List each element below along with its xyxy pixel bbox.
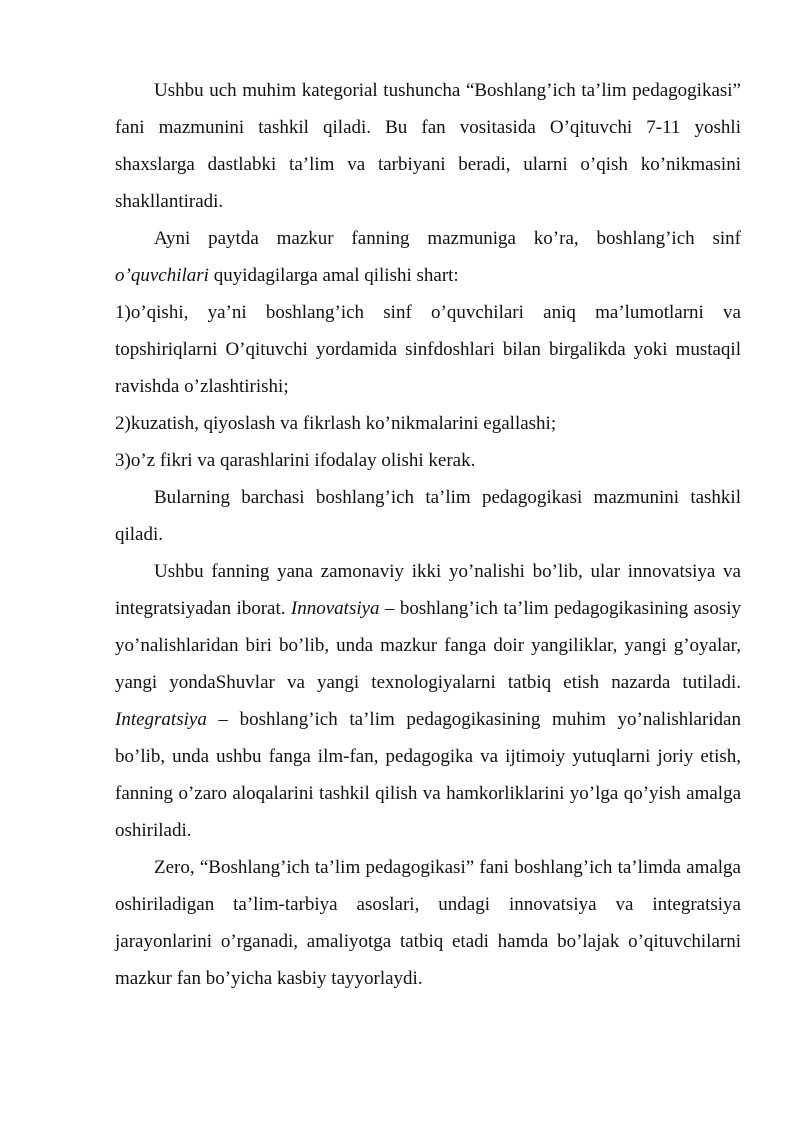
paragraph-summary: Bularning barchasi boshlang’ich ta’lim pedagogikasi mazmunini tashkil qiladi. — [115, 487, 741, 545]
paragraph-requirements — [115, 220, 741, 294]
paragraph-directions-part2: – boshlang’ich ta’lim pedagogikasining asosiy yo’nalishlaridan biri bo’lib, unda mazkur fanga doir yangiliklar, yangi g’oyalar, yangi yondaShuvlar va yangi texnologiyalarni tatbiq etish nazarda tutiladi. — [115, 598, 741, 693]
paragraph-intro: Ushbu uch muhim kategorial tushuncha “Boshlang’ich ta’lim pedagogikasi” fani mazmunini tashkil qiladi. Bu fan vositasida O’qituvchi 7-11 yoshli shaxslarga dastlabki ta’lim va tarbiyani beradi, ularni o’qish ko’nikmasini shakllantiradi. — [115, 80, 741, 212]
italic-term-integration: Integratsiya — [115, 709, 207, 730]
list-item: 1)o’qishi, ya’ni boshlang’ich sinf o’quvchilari aniq ma’lumotlarni va topshiriqlarni O’qituvchi yordamida sinfdoshlari bilan birgalikda yoki mustaqil ravishda o’zlashtirishi; — [115, 302, 741, 397]
paragraph-conclusion: Zero, “Boshlang’ich ta’lim pedagogikasi” fani boshlang’ich ta’limda amalga oshiriladigan ta’lim-tarbiya asoslari, undagi innovatsiya va integratsiya jarayonlarini o’rganadi, amaliyotga tatbiq etadi hamda bo’lajak o’qituvchilarni mazkur fan bo’yicha kasbiy tayyorlaydi. — [115, 857, 741, 989]
paragraph-directions-part3: – boshlang’ich ta’lim pedagogikasining muhim yo’nalishlaridan bo’lib, unda ushbu fanga ilm-fan, pedagogika va ijtimoiy yutuqlarni joriy etish, fanning o’zaro aloqalarini tashkil qilish va hamkorliklarini yo’lga qo’yish amalga oshiriladi. — [115, 709, 741, 841]
italic-term-innovation: Innovatsiya — [290, 598, 380, 619]
italic-term-pupils: o’quvchilari — [115, 265, 209, 286]
document-page — [115, 72, 741, 997]
paragraph-directions — [115, 553, 741, 849]
list-item: 3)o’z fikri va qarashlarini ifodalay olishi kerak. — [115, 450, 476, 471]
paragraph-requirements-start: Ayni paytda mazkur fanning mazmuniga ko’ra, boshlang’ich sinf — [154, 228, 741, 249]
paragraph-directions-part1: Ushbu fanning yana zamonaviy ikki yo’nalishi bo’lib, ular innovatsiya va integratsiyadan iborat. — [115, 561, 741, 619]
list-item: 2)kuzatish, qiyoslash va fikrlash ko’nikmalarini egallashi; — [115, 413, 557, 434]
paragraph-requirements-end: quyidagilarga amal qilishi shart: — [208, 265, 459, 286]
